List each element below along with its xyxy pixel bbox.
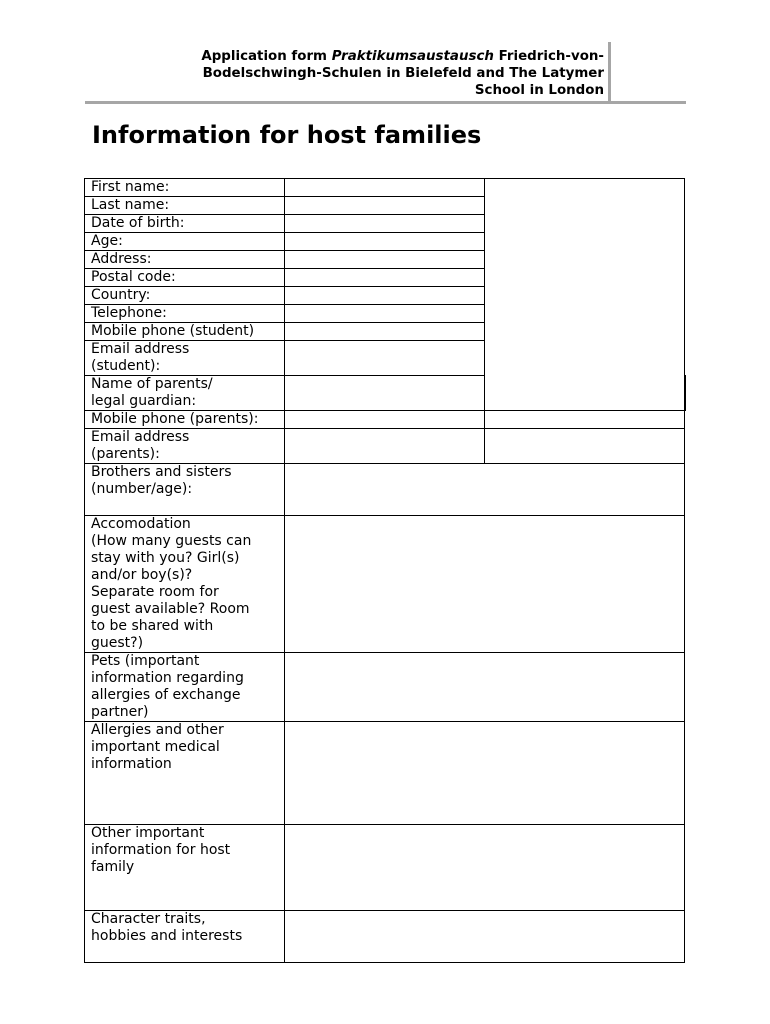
table-row (85, 516, 686, 653)
parents-name-field-extra[interactable] (685, 376, 686, 411)
table-row (85, 429, 686, 464)
age-label: Age: (85, 233, 285, 251)
mobile-student-label: Mobile phone (student) (85, 323, 285, 341)
first-name-field[interactable] (285, 179, 485, 197)
header-line1-italic: Praktikumsaustausch (331, 49, 494, 64)
page-title: Information for host families (92, 121, 482, 149)
siblings-label: Brothers and sisters (number/age): (85, 464, 285, 516)
table-row (85, 653, 686, 722)
telephone-field[interactable] (285, 305, 485, 323)
header-line1-suffix: Friedrich-von- (493, 49, 604, 64)
table-row (85, 464, 686, 516)
other-info-label: Other important information for host family (85, 825, 285, 911)
table-row (85, 825, 686, 911)
parents-name-label: Name of parents/ legal guardian: (85, 376, 285, 411)
accommodation-label: Accomodation (How many guests can stay with you? Girl(s) and/or boy(s)? Separate room for guest available? Room to be shared with guest?) (85, 516, 285, 653)
header-line1-prefix: Application form (201, 49, 332, 64)
table-row (85, 911, 686, 963)
country-label: Country: (85, 287, 285, 305)
table-row (85, 722, 686, 825)
mobile-parents-label: Mobile phone (parents): (85, 411, 285, 429)
country-field[interactable] (285, 287, 485, 305)
character-field[interactable] (285, 911, 685, 963)
header-line2: Bodelschwingh-Schulen in Bielefeld and The Latymer (202, 66, 604, 81)
table-row (85, 411, 686, 429)
allergies-label: Allergies and other important medical information (85, 722, 285, 825)
age-field[interactable] (285, 233, 485, 251)
postal-code-label: Postal code: (85, 269, 285, 287)
mobile-parents-field-extra[interactable] (485, 411, 685, 429)
header-line3: School in London (474, 83, 604, 98)
email-parents-label: Email address (parents): (85, 429, 285, 464)
email-student-field[interactable] (285, 341, 485, 376)
other-info-field[interactable] (285, 825, 685, 911)
date-of-birth-field[interactable] (285, 215, 485, 233)
date-of-birth-label: Date of birth: (85, 215, 285, 233)
character-label: Character traits, hobbies and interests (85, 911, 285, 963)
accommodation-field[interactable] (285, 516, 685, 653)
mobile-parents-field[interactable] (285, 411, 485, 429)
email-parents-field[interactable] (285, 429, 485, 464)
first-name-label: First name: (85, 179, 285, 197)
email-student-label: Email address (student): (85, 341, 285, 376)
address-field[interactable] (285, 251, 485, 269)
header-text (124, 48, 604, 99)
header-vertical-rule (608, 42, 611, 101)
table-row (85, 179, 686, 197)
last-name-field[interactable] (285, 197, 485, 215)
siblings-field[interactable] (285, 464, 685, 516)
postal-code-field[interactable] (285, 269, 485, 287)
pets-label: Pets (important information regarding allergies of exchange partner) (85, 653, 285, 722)
parents-name-field[interactable] (285, 376, 485, 411)
telephone-label: Telephone: (85, 305, 285, 323)
last-name-label: Last name: (85, 197, 285, 215)
address-label: Address: (85, 251, 285, 269)
allergies-field[interactable] (285, 722, 685, 825)
host-family-form-table (84, 178, 686, 963)
pets-field[interactable] (285, 653, 685, 722)
document-header (85, 42, 686, 104)
mobile-student-field[interactable] (285, 323, 485, 341)
photo-field[interactable] (485, 179, 685, 411)
email-parents-field-extra[interactable] (485, 429, 685, 464)
